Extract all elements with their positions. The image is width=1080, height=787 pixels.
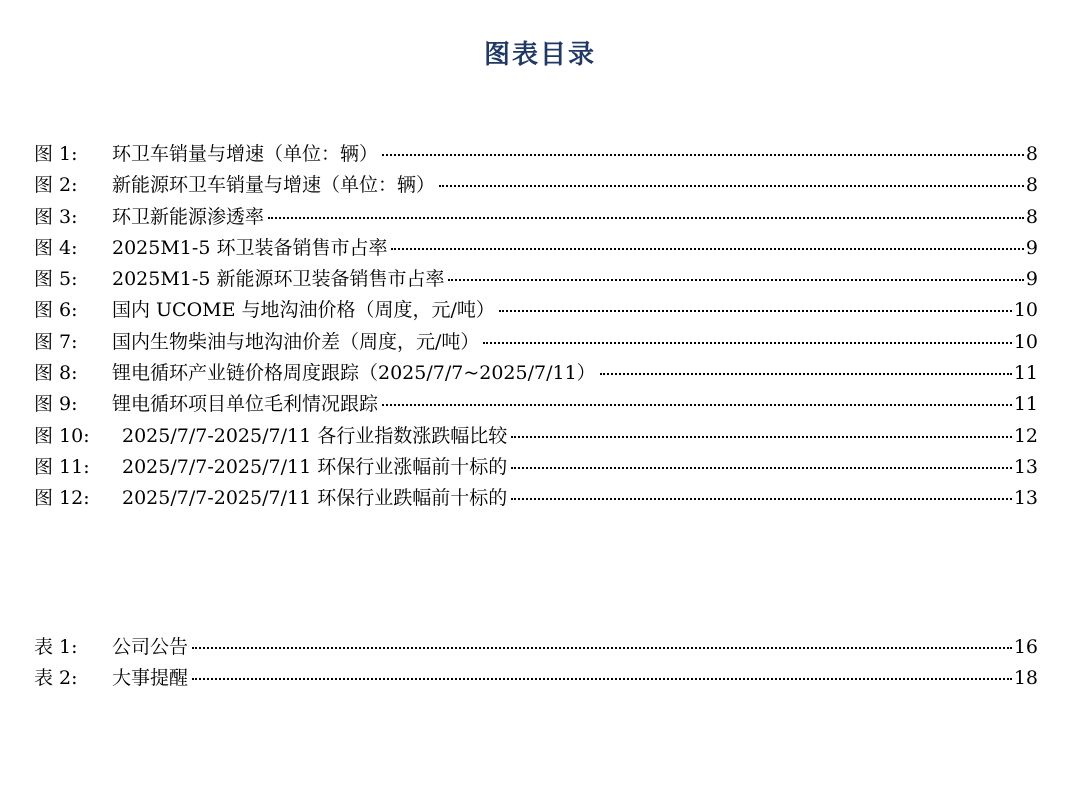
toc-entry-figure-3[interactable] [34, 202, 1038, 233]
entry-page-number: 9 [1025, 268, 1038, 291]
entry-title: 2025/7/7-2025/7/11 各行业指数涨跌幅比较 [122, 424, 508, 447]
entry-label: 表 2: [34, 667, 78, 690]
entry-label: 图 8: [34, 362, 78, 385]
entry-title: 2025/7/7-2025/7/11 环保行业跌幅前十标的 [122, 487, 508, 510]
entry-page-number: 18 [1013, 667, 1038, 690]
entry-title: 2025/7/7-2025/7/11 环保行业涨幅前十标的 [122, 455, 508, 478]
entry-title: 2025M1-5 环卫装备销售市占率 [112, 236, 388, 259]
dot-leader [483, 341, 1011, 344]
dot-leader [382, 153, 1024, 156]
figure-toc-list [34, 139, 1038, 515]
toc-entry-table-1[interactable] [34, 632, 1038, 663]
entry-page-number: 13 [1013, 487, 1038, 510]
entry-label: 图 10: [34, 424, 90, 447]
dot-leader [382, 403, 1012, 406]
entry-label: 图 6: [34, 299, 78, 322]
entry-page-number: 10 [1013, 299, 1038, 322]
entry-page-number: 11 [1013, 393, 1038, 416]
dot-leader [268, 216, 1024, 219]
entry-title: 锂电循环产业链价格周度跟踪（2025/7/7~2025/7/11） [112, 362, 596, 385]
entry-page-number: 10 [1013, 330, 1038, 353]
toc-entry-figure-4[interactable] [34, 233, 1038, 264]
entry-label: 图 1: [34, 143, 78, 165]
dot-leader [439, 184, 1024, 187]
entry-page-number: 12 [1013, 424, 1038, 447]
entry-title: 国内 UCOME 与地沟油价格（周度，元/吨） [112, 299, 495, 322]
entry-label: 图 2: [34, 174, 78, 197]
entry-page-number: 13 [1013, 455, 1038, 478]
toc-entry-figure-1[interactable] [34, 139, 1038, 170]
dot-leader [511, 435, 1012, 438]
entry-title: 公司公告 [112, 636, 189, 658]
toc-entry-figure-5[interactable] [34, 264, 1038, 295]
entry-label: 图 5: [34, 268, 78, 291]
toc-entry-figure-8[interactable] [34, 358, 1038, 389]
dot-leader [511, 466, 1012, 469]
dot-leader [192, 646, 1012, 649]
toc-entry-table-2[interactable] [34, 663, 1038, 694]
entry-label: 图 12: [34, 487, 90, 510]
dot-leader [600, 372, 1012, 375]
toc-entry-figure-2[interactable] [34, 170, 1038, 201]
entry-title: 环卫车销量与增速（单位：辆） [112, 143, 379, 165]
entry-page-number: 11 [1013, 362, 1038, 385]
toc-entry-figure-7[interactable] [34, 327, 1038, 358]
entry-label: 图 11: [34, 455, 90, 478]
entry-title: 国内生物柴油与地沟油价差（周度，元/吨） [112, 330, 480, 353]
entry-page-number: 8 [1025, 143, 1038, 165]
entry-title: 2025M1-5 新能源环卫装备销售市占率 [112, 268, 445, 291]
entry-page-number: 16 [1013, 636, 1038, 658]
entry-label: 表 1: [34, 636, 78, 658]
entry-title: 环卫新能源渗透率 [112, 205, 265, 228]
page-title: 图表目录 [483, 40, 596, 70]
toc-entry-figure-9[interactable] [34, 389, 1038, 420]
dot-leader [448, 278, 1023, 281]
entry-title: 大事提醒 [112, 667, 189, 690]
toc-entry-figure-10[interactable] [34, 421, 1038, 452]
dot-leader [499, 309, 1012, 312]
entry-title: 新能源环卫车销量与增速（单位：辆） [112, 174, 436, 197]
table-toc-list [34, 632, 1038, 695]
toc-entry-figure-12[interactable] [34, 483, 1038, 514]
entry-label: 图 3: [34, 205, 78, 228]
entry-page-number: 8 [1025, 174, 1038, 197]
entry-label: 图 4: [34, 236, 78, 259]
dot-leader [391, 247, 1023, 250]
entry-page-number: 8 [1025, 205, 1038, 228]
entry-page-number: 9 [1025, 236, 1038, 259]
toc-entry-figure-6[interactable] [34, 295, 1038, 326]
dot-leader [511, 497, 1012, 500]
entry-title: 锂电循环项目单位毛利情况跟踪 [112, 393, 379, 416]
toc-entry-figure-11[interactable] [34, 452, 1038, 483]
entry-label: 图 9: [34, 393, 78, 416]
dot-leader [192, 677, 1012, 680]
entry-label: 图 7: [34, 330, 78, 353]
